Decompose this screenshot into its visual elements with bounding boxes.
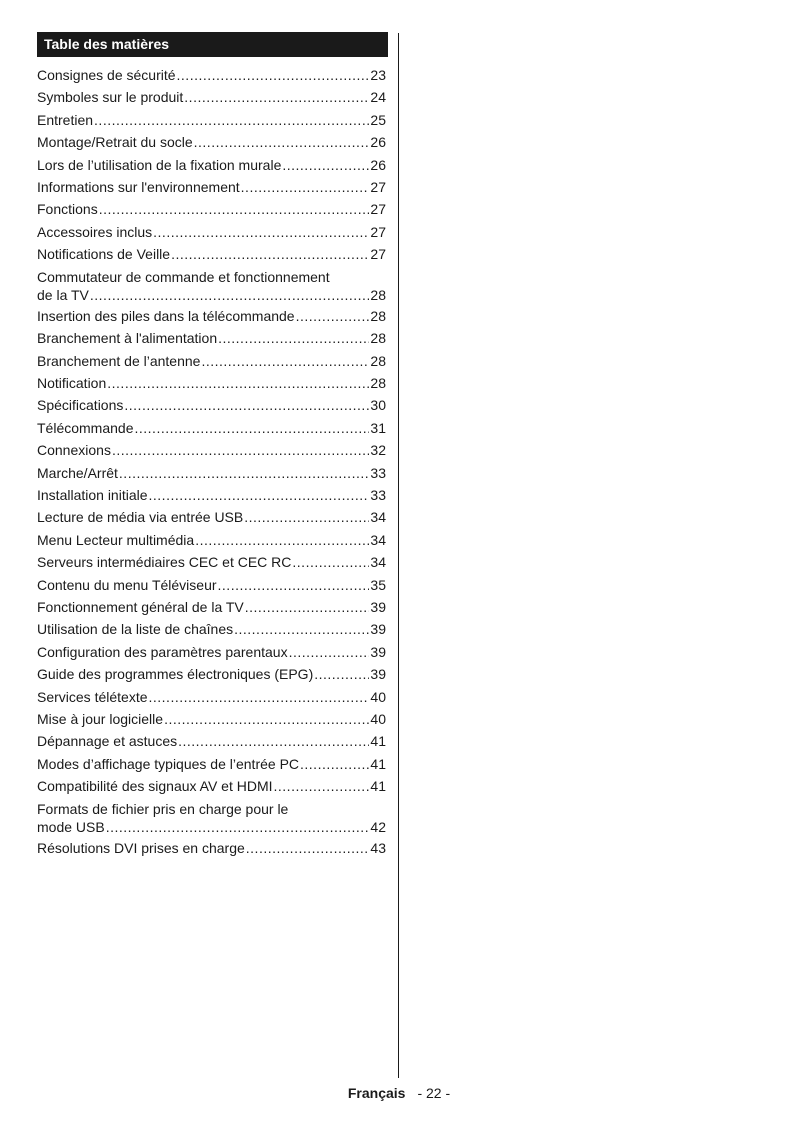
toc-leader-dots xyxy=(106,818,370,836)
toc-entry-label: Insertion des piles dans la télécommande xyxy=(37,307,295,324)
toc-entry[interactable] xyxy=(37,268,386,304)
toc-entry-label: Consignes de sécurité xyxy=(37,67,176,83)
footer-page-number: - 22 - xyxy=(417,1085,451,1101)
toc-entry-label: Spécifications xyxy=(37,397,124,414)
toc-entry-label: Branchement à l'alimentation xyxy=(37,330,218,347)
toc-title: Table des matières xyxy=(37,32,388,57)
toc-leader-dots xyxy=(244,508,369,527)
toc-entry-page: 39 xyxy=(370,621,386,638)
toc-leader-dots xyxy=(282,156,369,175)
toc-entry[interactable] xyxy=(37,464,386,483)
toc-entry-label: Contenu du menu Téléviseur xyxy=(37,576,217,593)
toc-entry[interactable] xyxy=(37,688,386,707)
toc-entry-page: 33 xyxy=(370,487,386,504)
toc-entry[interactable] xyxy=(37,441,386,460)
toc-entry-page: 27 xyxy=(370,201,386,218)
toc-entry-page: 28 xyxy=(370,330,386,347)
toc-leader-dots xyxy=(178,732,369,751)
toc-leader-dots xyxy=(201,352,369,371)
toc-leader-dots xyxy=(149,688,370,707)
toc-entry-label: Montage/Retrait du socle xyxy=(37,134,193,151)
toc-entry[interactable] xyxy=(37,755,386,774)
toc-entry[interactable] xyxy=(37,329,386,348)
toc-entry-label: Fonctions xyxy=(37,201,98,218)
toc-entry-label: mode USB xyxy=(37,818,105,835)
toc-entry-label: Installation initiale xyxy=(37,487,148,504)
toc-entry[interactable] xyxy=(37,133,386,152)
toc-leader-dots xyxy=(289,643,370,662)
toc-entry-label: Accessoires inclus xyxy=(37,223,153,240)
toc-leader-dots xyxy=(194,133,370,152)
toc-entry[interactable] xyxy=(37,396,386,415)
toc-leader-dots xyxy=(218,576,370,595)
toc-leader-dots xyxy=(246,839,370,858)
toc-entry-page: 27 xyxy=(370,223,386,240)
toc-leader-dots xyxy=(135,419,370,438)
toc-entry-page: 33 xyxy=(370,464,386,481)
toc-entry-label: Guide des programmes électroniques (EPG) xyxy=(37,666,314,683)
toc-entry[interactable] xyxy=(37,620,386,639)
toc-leader-dots xyxy=(171,245,369,264)
toc-entry-label: Menu Lecteur multimédia xyxy=(37,531,195,548)
toc-entry-label: Lecture de média via entrée USB xyxy=(37,509,244,526)
toc-entry-page: 28 xyxy=(370,286,386,303)
toc-entry-page: 40 xyxy=(370,688,386,705)
toc-entry[interactable] xyxy=(37,839,386,858)
toc-entry[interactable] xyxy=(37,643,386,662)
toc-entry-page: 32 xyxy=(370,442,386,459)
toc-entry-label: Serveurs intermédiaires CEC et CEC RC xyxy=(37,554,292,571)
toc-entry-label: Télécommande xyxy=(37,419,134,436)
toc-entry-page: 43 xyxy=(370,839,386,856)
toc-entry[interactable] xyxy=(37,553,386,572)
toc-entry[interactable] xyxy=(37,178,386,197)
toc-entry[interactable] xyxy=(37,156,386,175)
toc-entry[interactable] xyxy=(37,486,386,505)
toc-leader-dots xyxy=(149,486,370,505)
toc-entry-label: Connexions xyxy=(37,442,111,459)
toc-entry[interactable] xyxy=(37,665,386,684)
toc-entry[interactable] xyxy=(37,88,386,107)
toc-entry-page: 39 xyxy=(370,666,386,683)
toc-entry-page: 23 xyxy=(370,67,386,83)
toc-entry-label: Notifications de Veille xyxy=(37,246,171,263)
toc-entry-page: 41 xyxy=(370,778,386,795)
toc-entry-label: Fonctionnement général de la TV xyxy=(37,598,244,615)
toc-entry[interactable] xyxy=(37,508,386,527)
toc-entry-page: 34 xyxy=(370,554,386,571)
toc-entry-label: Services télétexte xyxy=(37,688,148,705)
toc-entry-label: Dépannage et astuces xyxy=(37,733,178,750)
toc-entry-page: 41 xyxy=(370,755,386,772)
toc-leader-dots xyxy=(119,464,370,483)
toc-leader-dots xyxy=(241,178,370,197)
toc-entry-page: 34 xyxy=(370,531,386,548)
page-footer xyxy=(0,1085,798,1101)
toc-entry-page: 39 xyxy=(370,643,386,660)
footer-language: Français xyxy=(347,1085,406,1101)
toc-entry-page: 31 xyxy=(370,419,386,436)
toc-entry-page: 26 xyxy=(370,134,386,151)
toc-leader-dots xyxy=(218,329,369,348)
toc-entry-label: Lors de l’utilisation de la fixation murale xyxy=(37,156,282,173)
toc-entry-label: Symboles sur le produit xyxy=(37,89,184,106)
toc-entry-label: Mise à jour logicielle xyxy=(37,710,164,727)
toc-entry[interactable] xyxy=(37,710,386,729)
table-of-contents xyxy=(37,66,386,861)
toc-entry[interactable] xyxy=(37,374,386,393)
toc-entry-label: Notification xyxy=(37,375,107,392)
toc-entry[interactable] xyxy=(37,200,386,219)
toc-leader-dots xyxy=(234,620,369,639)
toc-entry[interactable] xyxy=(37,352,386,371)
toc-entry-page: 26 xyxy=(370,156,386,173)
toc-entry-label: Compatibilité des signaux AV et HDMI xyxy=(37,778,273,795)
toc-leader-dots xyxy=(90,286,370,304)
toc-entry-label: Utilisation de la liste de chaînes xyxy=(37,621,234,638)
toc-entry[interactable] xyxy=(37,223,386,242)
toc-entry-page: 42 xyxy=(370,818,386,835)
toc-leader-dots xyxy=(153,223,369,242)
toc-leader-dots xyxy=(195,531,369,550)
toc-leader-dots xyxy=(296,307,370,326)
toc-leader-dots xyxy=(292,553,369,572)
toc-entry[interactable] xyxy=(37,598,386,617)
toc-leader-dots xyxy=(112,441,369,460)
toc-leader-dots xyxy=(274,777,370,796)
toc-entry-page: 24 xyxy=(370,89,386,106)
toc-entry-label-line1: Formats de fichier pris en charge pour le xyxy=(37,800,289,817)
toc-entry-page: 41 xyxy=(370,733,386,750)
toc-entry-label: Configuration des paramètres parentaux xyxy=(37,643,288,660)
toc-entry-label: Informations sur l'environnement xyxy=(37,178,240,195)
toc-entry-page: 28 xyxy=(370,375,386,392)
toc-entry[interactable] xyxy=(37,419,386,438)
toc-entry-page: 25 xyxy=(370,111,386,128)
toc-entry-page: 40 xyxy=(370,710,386,727)
toc-entry-label: Résolutions DVI prises en charge xyxy=(37,839,245,856)
toc-entry-page: 39 xyxy=(370,598,386,615)
toc-entry[interactable] xyxy=(37,245,386,264)
toc-entry[interactable] xyxy=(37,777,386,796)
toc-entry[interactable] xyxy=(37,800,386,836)
toc-leader-dots xyxy=(184,88,369,107)
toc-entry-page: 28 xyxy=(370,352,386,369)
toc-leader-dots xyxy=(164,710,369,729)
toc-leader-dots xyxy=(99,200,370,219)
toc-entry[interactable] xyxy=(37,576,386,595)
toc-entry-label: de la TV xyxy=(37,286,89,303)
toc-entry[interactable] xyxy=(37,307,386,326)
toc-entry[interactable] xyxy=(37,732,386,751)
toc-leader-dots xyxy=(94,111,369,130)
toc-leader-dots xyxy=(245,598,370,617)
toc-leader-dots xyxy=(314,665,369,684)
toc-entry-label: Modes d’affichage typiques de l’entrée PC xyxy=(37,755,300,772)
toc-leader-dots xyxy=(177,66,370,85)
toc-entry[interactable] xyxy=(37,111,386,130)
toc-leader-dots xyxy=(107,374,369,393)
toc-entry[interactable] xyxy=(37,66,386,85)
toc-entry-page: 27 xyxy=(370,178,386,195)
toc-entry-label-line1: Commutateur de commande et fonctionnement xyxy=(37,268,330,285)
toc-entry-label: Marche/Arrêt xyxy=(37,464,118,481)
toc-entry-page: 30 xyxy=(370,397,386,414)
toc-leader-dots xyxy=(300,755,369,774)
toc-entry-page: 27 xyxy=(370,246,386,263)
toc-entry-label: Entretien xyxy=(37,111,94,128)
toc-entry[interactable] xyxy=(37,531,386,550)
toc-entry-page: 35 xyxy=(370,576,386,593)
toc-leader-dots xyxy=(124,396,369,415)
toc-entry-label: Branchement de l’antenne xyxy=(37,352,201,369)
column-divider xyxy=(398,33,399,1078)
toc-entry-page: 28 xyxy=(370,307,386,324)
toc-entry-page: 34 xyxy=(370,509,386,526)
